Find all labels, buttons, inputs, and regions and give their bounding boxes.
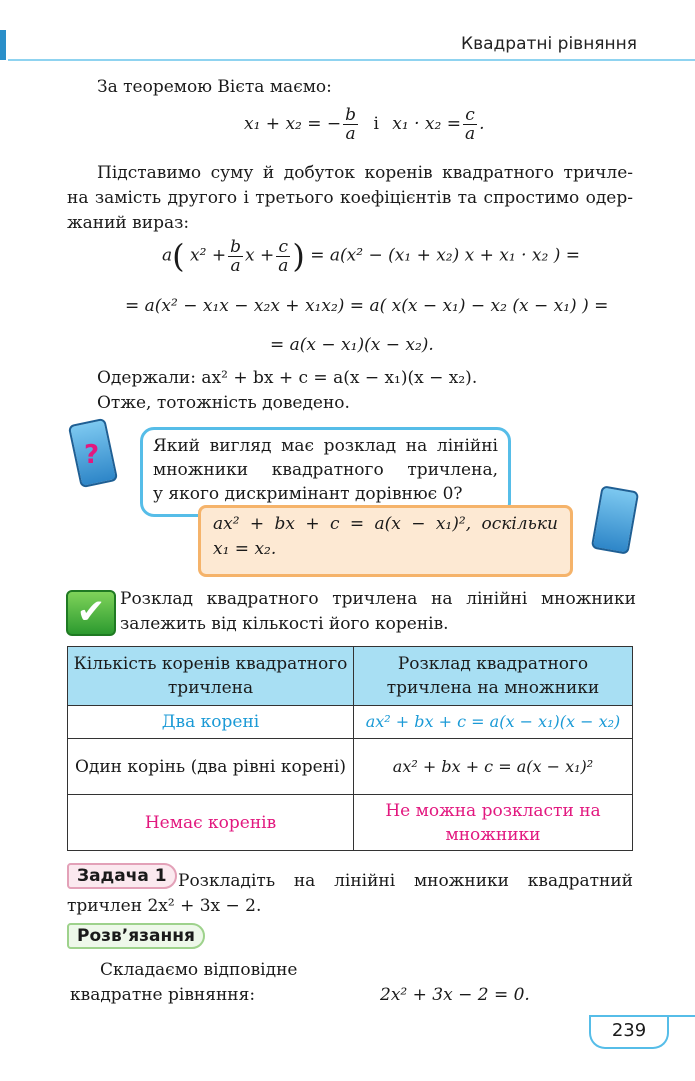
intro-text: За теоремою Вієта маємо: [97, 77, 332, 97]
bubble-line: ax² + bx + c = a(x − x₁)², оскільки [213, 514, 558, 534]
question-bubble [140, 427, 511, 517]
table-cell: Два корені [68, 706, 354, 739]
bubble-line: множники квадратного тричлена, [153, 460, 498, 480]
table-header-row [68, 647, 633, 706]
header-accent-bar [0, 30, 6, 60]
note-text [66, 587, 636, 637]
solution-label [67, 926, 205, 946]
task-text: Розкладіть на лінійні множники квадратний [178, 871, 633, 891]
paren: ) [292, 237, 305, 275]
fraction-c-a [276, 238, 290, 275]
frac-num: c [463, 106, 477, 125]
page-number: 239 [589, 1017, 669, 1049]
frac-num: b [345, 105, 357, 125]
table-header-cell: Розклад квадратного тричлена на множники [354, 647, 633, 706]
vieta-product: x₁ · x₂ = [392, 114, 461, 134]
bubble-line: Який вигляд має розклад на лінійні [153, 436, 498, 456]
para-line: жаний вираз: [67, 213, 190, 233]
derivation-line-3: = a(x − x₁)(x − x₂). [270, 335, 434, 355]
frac-num: b [230, 236, 241, 257]
para-line: Підставимо суму й добуток коренів квадратного тричле- [97, 163, 633, 183]
factorization-table [67, 646, 633, 851]
task-label-badge: Задача 1 [67, 863, 177, 889]
fraction-b-a [228, 238, 243, 275]
expr: x + [244, 245, 275, 266]
derivation-line-2: = a(x² − x₁x − x₂x + x₁x₂) = a( x(x − x₁) − x₂ (x − x₁) ) = [125, 296, 609, 316]
solution-label-badge: Розв’язання [67, 923, 205, 949]
result-text: Одержали: ax² + bx + c = a(x − x₁)(x − x₂). [97, 368, 478, 388]
checkmark-icon: ✔ [66, 590, 116, 636]
solution-equation: 2x² + 3x − 2 = 0. [380, 985, 530, 1005]
para-line: на замість другого і третього коефіцієнтів та спростимо одер- [67, 188, 633, 208]
solution-line-2: квадратне рівняння: [70, 985, 256, 1005]
table-row [68, 795, 633, 851]
paren: ( [172, 237, 185, 275]
vieta-sum: x₁ + x₂ = − [244, 114, 342, 134]
frac-num: c [276, 238, 290, 257]
bubble-line: у якого дискримінант дорівнює 0? [153, 484, 463, 504]
header-rule [8, 59, 695, 61]
page-header-title: Квадратні рівняння [461, 34, 637, 54]
table-row [68, 739, 633, 795]
robot-answer-icon [591, 485, 640, 555]
coef-a: a [162, 245, 173, 266]
table-cell: ax² + bx + c = a(x − x₁)(x − x₂) [354, 706, 633, 739]
vieta-formulas [244, 106, 485, 143]
bubble-line: x₁ = x₂. [213, 539, 277, 559]
task-text-2: тричлен 2x² + 3x − 2. [67, 896, 262, 916]
task-label [67, 866, 177, 886]
frac-den: a [345, 124, 356, 144]
table-cell: Один корінь (два рівні корені) [68, 739, 354, 795]
table-cell: ax² + bx + c = a(x − x₁)² [354, 739, 633, 795]
paragraph-substitute [67, 161, 633, 236]
fraction-b-a [343, 106, 358, 143]
period: . [479, 114, 485, 134]
table-header-cell: Кількість коренів квадратного тричлена [68, 647, 354, 706]
fraction-c-a [463, 106, 477, 143]
table-cell: Немає коренів [68, 795, 354, 851]
expr: = a(x² − (x₁ + x₂) x + x₁ · x₂ ) = [310, 245, 580, 266]
expr: x² + [190, 245, 227, 266]
solution-line-1: Складаємо відповідне [100, 960, 298, 980]
frac-den: a [230, 255, 241, 276]
vieta-and: і [373, 114, 379, 134]
frac-den: a [278, 255, 289, 276]
proved-text: Отже, тотожність доведено. [97, 393, 350, 413]
answer-bubble [198, 505, 573, 577]
note-line: Розклад квадратного тричлена на лінійні множники [120, 589, 636, 609]
frac-den: a [464, 124, 476, 144]
table-cell: Не можна розкласти на множники [354, 795, 633, 851]
question-mark-icon: ? [84, 440, 100, 470]
note-line: залежить від кількості його коренів. [120, 614, 449, 634]
table-row [68, 706, 633, 739]
derivation-line-1 [162, 237, 580, 275]
